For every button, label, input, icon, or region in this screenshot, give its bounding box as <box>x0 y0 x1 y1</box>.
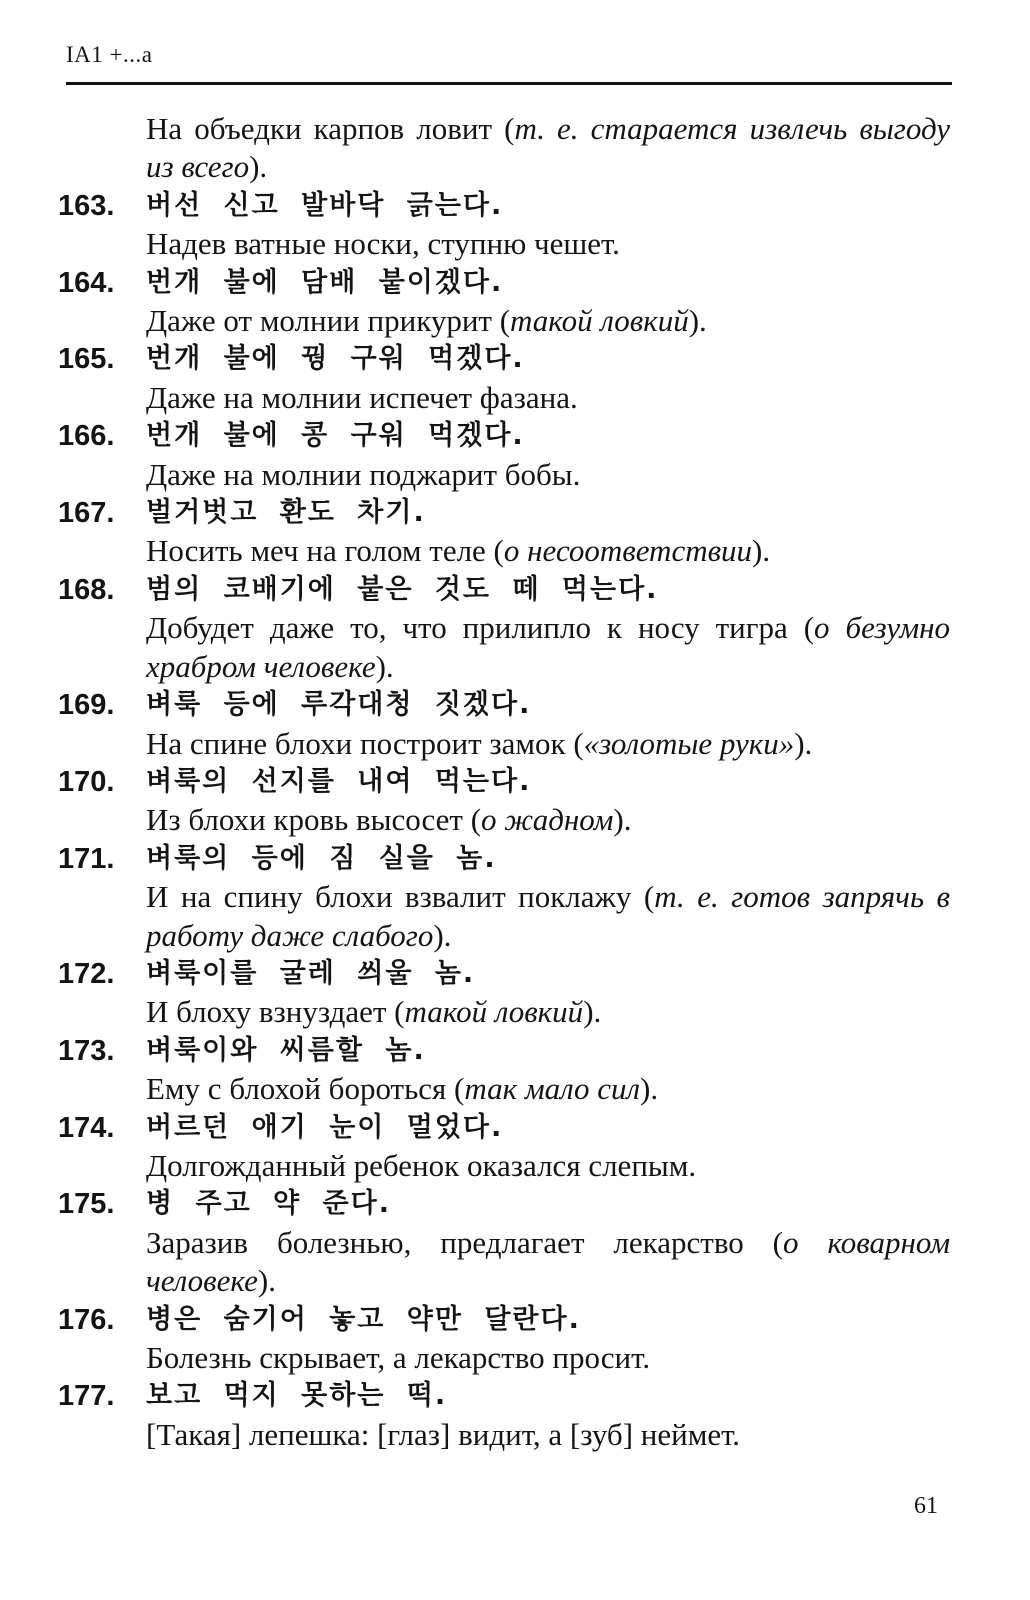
running-head: IA1 +...a <box>66 42 153 67</box>
russian-translation <box>58 225 950 263</box>
korean-proverb: 버르던 애기 눈이 멀었다. <box>146 1111 504 1143</box>
korean-line <box>58 417 950 455</box>
entry-number: 166. <box>58 420 115 453</box>
korean-proverb: 벼룩 등에 루각대청 짓겠다. <box>146 689 532 721</box>
translation-text: ). <box>613 802 632 838</box>
translation-text: Даже от молнии прикурит ( <box>146 303 511 339</box>
translation-text: И блоху взнуздает ( <box>146 994 405 1030</box>
entry-number: 171. <box>58 842 115 875</box>
korean-proverb: 범의 코배기에 붙은 것도 떼 먹는다. <box>146 573 659 605</box>
intro-continuation <box>58 110 950 187</box>
korean-line <box>58 187 950 225</box>
translation-text: ). <box>752 533 771 569</box>
korean-line <box>58 571 950 609</box>
entries-container <box>58 187 950 1454</box>
proverb-entry <box>58 1185 950 1300</box>
translation-text: ). <box>433 917 452 953</box>
translation-comment: т. е. готов запрячь в работу даже слабого <box>146 879 950 953</box>
russian-translation <box>58 609 950 686</box>
korean-proverb: 병은 숨기어 놓고 약만 달란다. <box>146 1303 581 1335</box>
translation-text: И на спину блохи взвалит поклажу ( <box>146 879 655 915</box>
entry-number: 173. <box>58 1034 115 1067</box>
korean-line <box>58 1301 950 1339</box>
korean-proverb: 병 주고 약 준다. <box>146 1188 391 1220</box>
header-rule <box>66 82 952 85</box>
russian-translation <box>58 110 950 187</box>
translation-text: ). <box>794 725 813 761</box>
russian-translation <box>58 801 950 839</box>
proverb-entry <box>58 571 950 686</box>
russian-translation <box>58 878 950 955</box>
korean-line <box>58 340 950 378</box>
translation-text: ). <box>688 303 707 339</box>
proverb-entry <box>58 955 950 1032</box>
entry-number: 167. <box>58 497 115 530</box>
entry-number: 172. <box>58 957 115 990</box>
translation-text: Добудет даже то, что прилипло к носу тигра ( <box>146 610 815 646</box>
proverb-entry <box>58 417 950 494</box>
translation-comment: так мало сил <box>464 1071 641 1107</box>
korean-proverb: 벼룩의 선지를 내여 먹는다. <box>146 765 532 797</box>
translation-text: ). <box>257 1263 276 1299</box>
translation-text: Ему с блохой бороться ( <box>146 1071 465 1107</box>
russian-translation <box>58 1339 950 1377</box>
korean-line <box>58 1185 950 1223</box>
korean-line <box>58 494 950 532</box>
translation-text: ). <box>640 1071 659 1107</box>
russian-translation <box>58 725 950 763</box>
russian-translation <box>58 302 950 340</box>
proverb-list <box>58 110 950 1454</box>
korean-proverb: 번개 불에 담배 붙이겠다. <box>146 266 504 298</box>
translation-comment: «золотые руки» <box>583 725 795 761</box>
russian-translation <box>58 993 950 1031</box>
translation-comment: о жадном <box>481 802 614 838</box>
translation-comment: о безумно храбром человеке <box>146 610 950 684</box>
entry-number: 165. <box>58 343 115 376</box>
russian-translation <box>58 456 950 494</box>
russian-translation <box>58 532 950 570</box>
translation-text: ). <box>249 149 268 185</box>
proverb-entry <box>58 1109 950 1186</box>
korean-line <box>58 686 950 724</box>
entry-number: 175. <box>58 1188 115 1221</box>
proverb-entry <box>58 1377 950 1454</box>
korean-line <box>58 763 950 801</box>
translation-comment: о коварном человеке <box>146 1224 951 1299</box>
proverb-entry <box>58 1032 950 1109</box>
entry-number: 164. <box>58 266 115 299</box>
korean-proverb: 번개 불에 꿩 구워 먹겠다. <box>146 343 525 375</box>
page-number: 61 <box>914 1493 938 1519</box>
korean-proverb: 벼룩이와 씨름할 놈. <box>146 1034 426 1066</box>
entry-number: 168. <box>58 573 115 606</box>
russian-translation <box>58 1416 950 1454</box>
proverb-entry <box>58 763 950 840</box>
korean-line <box>58 955 950 993</box>
translation-text: Даже на молнии поджарит бобы. <box>146 456 581 492</box>
korean-line <box>58 1032 950 1070</box>
korean-proverb: 벼룩의 등에 짐 실을 놈. <box>146 842 497 874</box>
proverb-entry <box>58 686 950 763</box>
translation-text: Долгожданный ребенок оказался слепым. <box>146 1147 697 1183</box>
translation-text: Надев ватные носки, ступню чешет. <box>146 226 620 262</box>
proverb-entry <box>58 340 950 417</box>
korean-proverb: 벌거벗고 환도 차기. <box>146 497 426 529</box>
translation-text: Даже на молнии испечет фазана. <box>146 379 578 415</box>
entry-number: 163. <box>58 189 115 222</box>
entry-number: 170. <box>58 765 115 798</box>
translation-text: [Такая] лепешка: [глаз] видит, а [зуб] неймет. <box>146 1416 741 1452</box>
translation-comment: о несоответствии <box>503 533 753 569</box>
russian-translation <box>58 379 950 417</box>
proverb-entry <box>58 264 950 341</box>
korean-proverb: 버선 신고 발바닥 긁는다. <box>146 189 504 221</box>
translation-text: ). <box>375 648 394 684</box>
translation-comment: такой ловкий <box>404 994 584 1030</box>
russian-translation <box>58 1070 950 1108</box>
korean-proverb: 번개 불에 콩 구워 먹겠다. <box>146 420 525 452</box>
translation-text: На объедки карпов ловит ( <box>146 111 515 146</box>
entry-number: 174. <box>58 1111 115 1144</box>
translation-text: Из блохи кровь высосет ( <box>146 802 482 838</box>
proverb-entry <box>58 1301 950 1378</box>
korean-line <box>58 264 950 302</box>
korean-line <box>58 1109 950 1147</box>
proverb-entry <box>58 494 950 571</box>
korean-proverb: 벼룩이를 굴레 씌울 놈. <box>146 957 476 989</box>
entry-number: 169. <box>58 689 115 722</box>
entry-number: 177. <box>58 1380 115 1413</box>
russian-translation <box>58 1147 950 1185</box>
korean-line <box>58 840 950 878</box>
entry-number: 176. <box>58 1303 115 1336</box>
translation-text: Заразив болезнью, предлагает лекарство ( <box>146 1224 784 1260</box>
translation-text: ). <box>583 994 602 1030</box>
proverb-entry <box>58 187 950 264</box>
translation-text: На спине блохи построит замок ( <box>146 725 584 761</box>
translation-text: Болезнь скрывает, а лекарство просит. <box>146 1340 651 1375</box>
russian-translation <box>58 1224 950 1301</box>
korean-line <box>58 1377 950 1415</box>
korean-proverb: 보고 먹지 못하는 떡. <box>146 1380 448 1412</box>
translation-comment: такой ловкий <box>510 303 689 339</box>
translation-text: Носить меч на голом теле ( <box>146 533 504 569</box>
proverb-entry <box>58 840 950 955</box>
translation-comment: т. е. старается извлечь выгоду из всего <box>146 111 950 185</box>
